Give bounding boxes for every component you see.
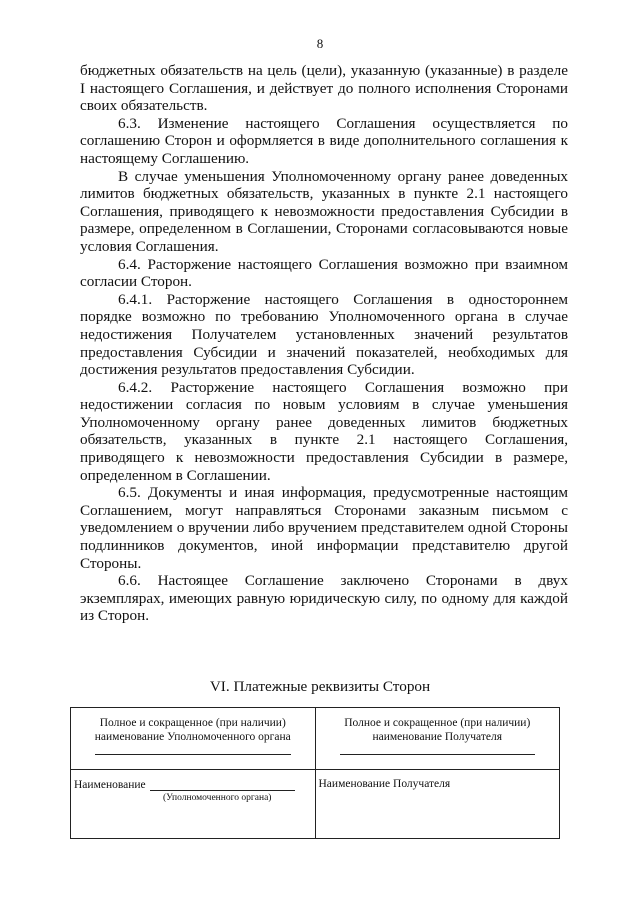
paragraph-6-5: 6.5. Документы и иная информация, предусмотренные настоящим Соглашением, могут направляться Сторонами заказным письмом с уведомлением о вручении либо вручением представителем одной Стороны подлинников документов, иной информации представителю другой Стороны.	[80, 484, 568, 572]
paragraph-6-3: 6.3. Изменение настоящего Соглашения осуществляется по соглашению Сторон и оформляется в виде дополнительного соглашения к настоящему Соглашению.	[80, 114, 568, 167]
paragraph-limits-reduction: В случае уменьшения Уполномоченному органу ранее доведенных лимитов бюджетных обязательств, указанных в пункте 2.1 настоящего Соглашения, приводящего к невозможности предоставления Субсидии в размере, определенном в Соглашении, Сторонами согласовываются новые условия Соглашения.	[80, 167, 568, 255]
recipient-header-cell	[315, 708, 560, 770]
authorized-body-name-label: Наименование	[74, 779, 146, 791]
paragraph-6-4-1: 6.4.1. Расторжение настоящего Соглашения в одностороннем порядке возможно по требованию Уполномоченного органа в случае недостижения Получателем установленных значений результатов предоставления Субсидии и значений показателей, необходимых для достижения результатов предоставления Субсидии.	[80, 290, 568, 379]
header-underline	[95, 748, 291, 755]
authorized-body-name-cell	[71, 770, 316, 839]
recipient-name-cell	[315, 770, 560, 839]
paragraph-6-6: 6.6. Настоящее Соглашение заключено Сторонами в двух экземплярах, имеющих равную юридическую силу, по одному для каждой из Сторон.	[80, 572, 568, 625]
agreement-text	[80, 62, 568, 625]
authorized-body-name-row	[71, 770, 315, 791]
paragraph-6-4-2: 6.4.2. Расторжение настоящего Соглашения возможно при недостижении согласия по новым условиям в случае уменьшения Уполномоченному органу ранее доведенных лимитов бюджетных обязательств, указанных в пункте 2.1 настоящего Соглашения, приводящего к невозможности предоставления Субсидии в размере, определенном в Соглашении.	[80, 378, 568, 484]
header-underline	[340, 748, 536, 755]
payment-details-table	[70, 707, 560, 839]
authorized-body-header-cell	[71, 708, 316, 770]
authorized-body-header: Полное и сокращенное (при наличии) наименование Уполномоченного органа	[94, 717, 291, 743]
page-number: 8	[316, 36, 324, 51]
recipient-name-label: Наименование Получателя	[318, 778, 451, 790]
authorized-body-name-caption: (Уполномоченного органа)	[163, 793, 272, 803]
recipient-header: Полное и сокращенное (при наличии) наименование Получателя	[344, 717, 531, 743]
section-title: VI. Платежные реквизиты Сторон	[209, 678, 431, 695]
authorized-body-name-field	[150, 778, 295, 791]
paragraph-continuation: бюджетных обязательств на цель (цели), указанную (указанные) в разделе I настоящего Соглашения, и действует до полного исполнения Сторонами своих обязательств.	[80, 62, 568, 115]
paragraph-6-4: 6.4. Расторжение настоящего Соглашения возможно при взаимном согласии Сторон.	[80, 255, 568, 291]
